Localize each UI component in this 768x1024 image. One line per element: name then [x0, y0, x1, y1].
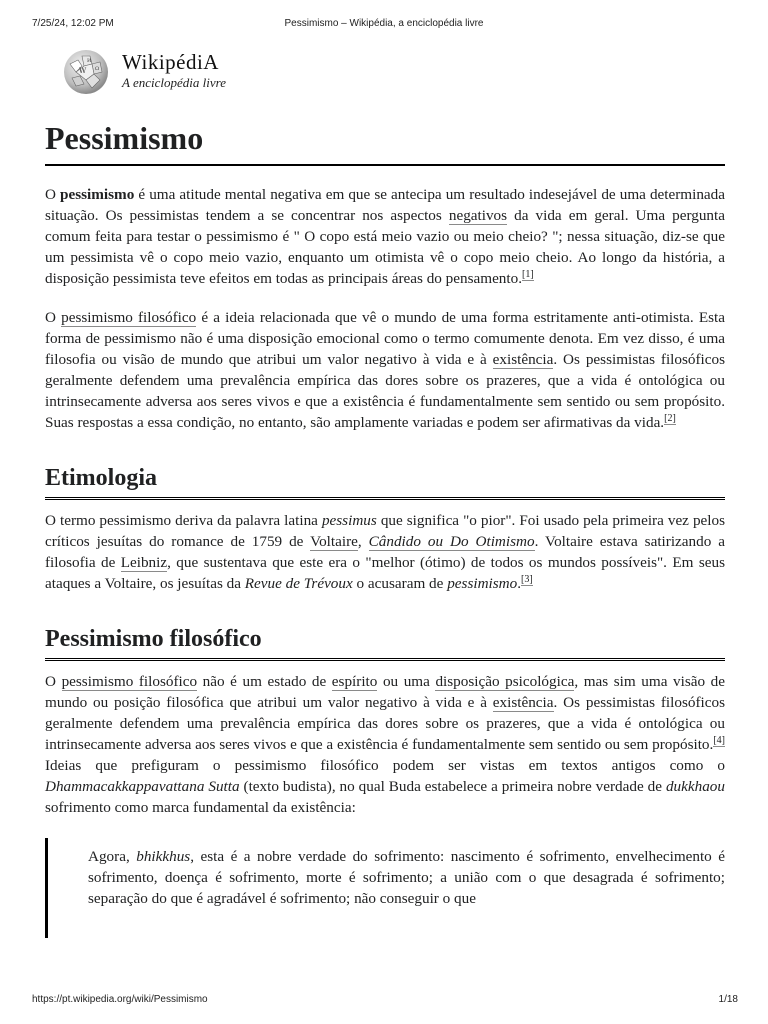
text: Ideias que prefiguram o pessimismo filosófico podem ser vistas em textos antigos como o — [45, 757, 725, 774]
link-voltaire[interactable]: Voltaire — [310, 533, 358, 550]
italic-term: Dhammacakkappavattana Sutta — [45, 778, 240, 795]
print-datetime: 7/25/24, 12:02 PM — [32, 18, 114, 29]
link-negativos[interactable]: negativos — [448, 207, 508, 224]
text: , mas sim uma visão de mundo ou posição filosófica que atribui um valor negativo à vida e à — [45, 673, 725, 711]
italic-term: Revue de Trévoux — [244, 575, 353, 592]
text: . Voltaire estava satirizando a filosofia de — [45, 533, 725, 571]
link-existencia[interactable]: existência — [492, 351, 554, 368]
reference-2[interactable]: [2] — [664, 412, 676, 424]
wikipedia-tagline: A enciclopédia livre — [122, 75, 226, 90]
text: . Os pessimistas filosóficos geralmente defendem uma prevalência empírica das dores sobre os prazeres, que a vida é ontológica ou intrinsecamente adversa aos seres vivos e que a existência é fundamentalmente sem sentido ou sem propósito. Suas respostas a essa condição, no entanto, são amplamente variadas e podem ser afirmativas da vida. — [45, 351, 726, 431]
text: , que sustentava que este era o "melhor (ótimo) de todos os mundos possíveis". Em seus ataques a Voltaire, os jesuítas da — [45, 554, 725, 592]
italic-term: bhikkhus — [136, 848, 191, 865]
italic-term: dukkhaou — [665, 778, 725, 795]
print-page-number: 1/18 — [718, 994, 738, 1005]
text: . — [517, 575, 522, 592]
svg-text:W: W — [79, 67, 87, 75]
intro-paragraph-2 — [45, 307, 725, 433]
text: não é um estado de — [197, 673, 332, 690]
svg-text:Ω: Ω — [95, 66, 100, 72]
etimologia-paragraph — [45, 510, 725, 594]
text: O — [45, 673, 62, 690]
reference-3[interactable]: [3] — [521, 573, 533, 585]
link-candido[interactable] — [369, 533, 535, 551]
text: Agora, — [88, 848, 137, 865]
section-heading-pessimismo-filosofico: Pessimismo filosófico — [45, 624, 725, 661]
link-pessimismo-filosofico[interactable]: pessimismo filosófico — [61, 309, 197, 326]
text: é a ideia relacionada que vê o mundo de uma forma estritamente anti-otimista. Esta forma de pessimismo não é uma disposição emocional como o termo comumente denota. Em vez disso, é uma filosofia ou visão de mundo que atribui um valor negativo à vida e à — [45, 309, 726, 368]
text: (texto budista), no qual Buda estabelece a primeira nobre verdade de — [239, 778, 666, 795]
article-content — [45, 112, 725, 938]
print-url: https://pt.wikipedia.org/wiki/Pessimismo — [32, 994, 208, 1005]
text: o acusaram de — [352, 575, 448, 592]
text: sofrimento como marca fundamental da existência: — [45, 799, 356, 816]
link-disposicao-psicologica[interactable]: disposição psicológica — [435, 673, 575, 690]
svg-text:И: И — [87, 58, 92, 64]
text: , esta é a nobre verdade do sofrimento: nascimento é sofrimento, envelhecimento é sofrimento, doença é sofrimento, morte é sofrimento; a união com o que desagrada é sofrimento; separação do que é agradável é sofrimento; não conseguir o que — [88, 848, 725, 907]
quote-text — [88, 838, 725, 909]
link-leibniz[interactable]: Leibniz — [120, 554, 168, 571]
wikipedia-globe-icon — [62, 48, 110, 96]
text: O — [45, 186, 61, 203]
text: é uma atitude mental negativa em que se antecipa um resultado indesejável de uma determinada situação. Os pessimistas tendem a se concentrar nos aspectos — [45, 186, 725, 224]
text: O — [45, 309, 62, 326]
text: que significa "o pior". Foi usado pela primeira vez pelos críticos jesuítas do romance de 1759 de — [45, 512, 725, 550]
text: O termo pessimismo deriva da palavra latina — [45, 512, 322, 529]
italic-term: pessimismo — [447, 575, 518, 592]
print-page-title: Pessimismo – Wikipédia, a enciclopédia livre — [284, 18, 484, 29]
text: da vida em geral. Uma pergunta comum feita para testar o pessimismo é " O copo está meio vazio ou meio cheio? "; nessa situação, diz-se que um pessimista vê o copo meio vazio, enquanto um otimista vê o copo meio cheio. Ao longo da história, a disposição pessimista teve efeitos em todas as principais áreas do pensamento. — [45, 207, 725, 287]
italic-term: pessimus — [321, 512, 377, 529]
wikipedia-wordmark: WikipédiA — [122, 50, 219, 74]
intro-paragraph-1 — [45, 184, 725, 289]
link-espirito[interactable]: espírito — [331, 673, 378, 690]
filosofico-paragraph — [45, 671, 725, 818]
section-heading-etimologia: Etimologia — [45, 463, 725, 500]
reference-4[interactable]: [4] — [713, 734, 725, 746]
italic-term: Cândido ou Do Otimismo — [368, 533, 535, 550]
bold-term: pessimismo — [60, 186, 135, 203]
text: , — [357, 533, 369, 550]
link-pessimismo-filosofico[interactable]: pessimismo filosófico — [61, 673, 198, 690]
page-title: Pessimismo — [45, 112, 725, 166]
reference-1[interactable]: [1] — [522, 268, 534, 280]
text: . Os pessimistas filosóficos geralmente defendem uma prevalência empírica das dores sobre os prazeres, que a vida é ontológica ou intrinsecamente adversa aos seres vivos e que a existência é fundamentalmente sem sentido ou sem propósito. — [45, 694, 725, 753]
text: ou uma — [377, 673, 436, 690]
link-existencia[interactable]: existência — [492, 694, 554, 711]
blockquote — [45, 838, 725, 938]
